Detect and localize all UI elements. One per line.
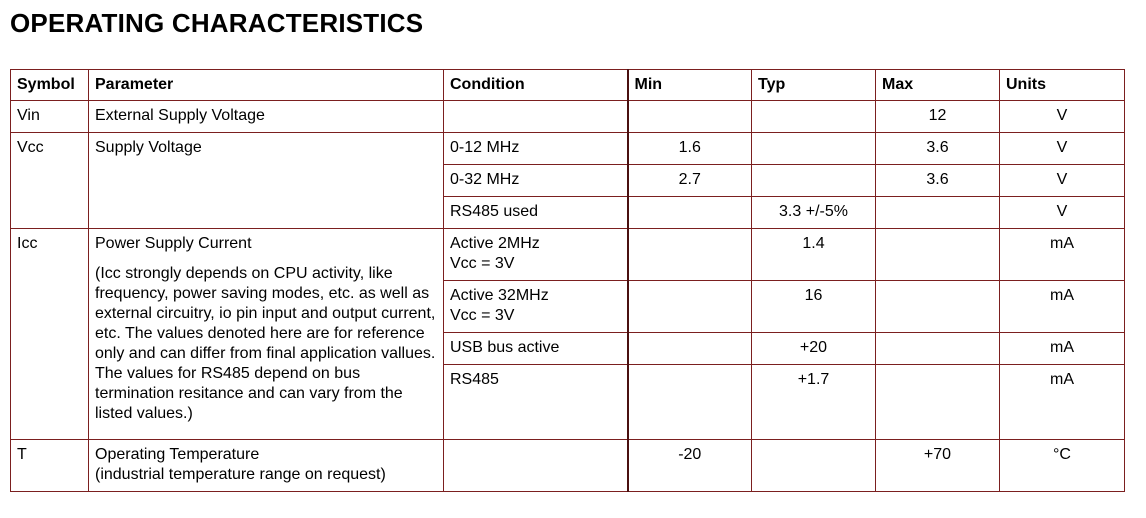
cell-condition <box>444 101 628 133</box>
condition-line: Active 32MHz <box>450 287 549 304</box>
header-parameter: Parameter <box>89 70 444 101</box>
cell-symbol: Icc <box>11 229 89 440</box>
cell-typ <box>752 101 876 133</box>
cell-symbol: Vcc <box>11 133 89 229</box>
page-title: OPERATING CHARACTERISTICS <box>10 8 424 38</box>
cell-units: mA <box>1000 365 1125 440</box>
cell-units: V <box>1000 165 1125 197</box>
header-units: Units <box>1000 70 1125 101</box>
cell-typ: +1.7 <box>752 365 876 440</box>
cell-symbol: Vin <box>11 101 89 133</box>
parameter-title: Power Supply Current <box>95 235 252 252</box>
cell-parameter: External Supply Voltage <box>89 101 444 133</box>
cell-condition: USB bus active <box>444 333 628 365</box>
cell-max <box>876 333 1000 365</box>
parameter-line: Operating Temperature <box>95 446 260 463</box>
header-typ: Typ <box>752 70 876 101</box>
cell-units: mA <box>1000 333 1125 365</box>
cell-min <box>628 101 752 133</box>
table-row <box>11 101 1125 133</box>
header-min: Min <box>628 70 752 101</box>
cell-min <box>628 229 752 281</box>
cell-units: V <box>1000 101 1125 133</box>
cell-max <box>876 197 1000 229</box>
cell-condition <box>444 281 628 333</box>
cell-parameter <box>89 440 444 492</box>
cell-condition: RS485 <box>444 365 628 440</box>
operating-characteristics-table <box>10 69 1125 492</box>
cell-typ <box>752 165 876 197</box>
cell-typ: 16 <box>752 281 876 333</box>
cell-max: +70 <box>876 440 1000 492</box>
cell-max: 12 <box>876 101 1000 133</box>
table-row <box>11 133 1125 165</box>
cell-units: °C <box>1000 440 1125 492</box>
cell-condition <box>444 440 628 492</box>
parameter-note: (Icc strongly depends on CPU activity, like frequency, power saving modes, etc. as well as external circuitry, io pin input and output current, etc. The values denoted here are for reference only and can differ from final application vallues. The values for RS485 depend on bus termination resitance and can vary from the listed values.) <box>95 265 436 422</box>
cell-typ <box>752 133 876 165</box>
cell-min <box>628 365 752 440</box>
cell-condition: 0-32 MHz <box>444 165 628 197</box>
cell-symbol: T <box>11 440 89 492</box>
parameter-line: (industrial temperature range on request) <box>95 466 386 483</box>
cell-parameter <box>89 229 444 440</box>
cell-units: mA <box>1000 281 1125 333</box>
cell-units: V <box>1000 133 1125 165</box>
cell-condition: 0-12 MHz <box>444 133 628 165</box>
condition-line: Active 2MHz <box>450 235 540 252</box>
cell-max: 3.6 <box>876 133 1000 165</box>
cell-min: 1.6 <box>628 133 752 165</box>
cell-min <box>628 281 752 333</box>
cell-units: mA <box>1000 229 1125 281</box>
cell-min: -20 <box>628 440 752 492</box>
cell-max <box>876 229 1000 281</box>
header-symbol: Symbol <box>11 70 89 101</box>
header-row <box>11 70 1125 101</box>
cell-condition: RS485 used <box>444 197 628 229</box>
condition-line: Vcc = 3V <box>450 307 515 324</box>
header-max: Max <box>876 70 1000 101</box>
table-row <box>11 229 1125 281</box>
cell-min: 2.7 <box>628 165 752 197</box>
cell-units: V <box>1000 197 1125 229</box>
cell-typ <box>752 440 876 492</box>
cell-max: 3.6 <box>876 165 1000 197</box>
cell-typ: +20 <box>752 333 876 365</box>
cell-typ: 1.4 <box>752 229 876 281</box>
cell-parameter: Supply Voltage <box>89 133 444 229</box>
cell-max <box>876 365 1000 440</box>
cell-min <box>628 197 752 229</box>
condition-line: Vcc = 3V <box>450 255 515 272</box>
cell-condition <box>444 229 628 281</box>
cell-max <box>876 281 1000 333</box>
cell-typ: 3.3 +/-5% <box>752 197 876 229</box>
header-condition: Condition <box>444 70 628 101</box>
cell-min <box>628 333 752 365</box>
table-row <box>11 440 1125 492</box>
